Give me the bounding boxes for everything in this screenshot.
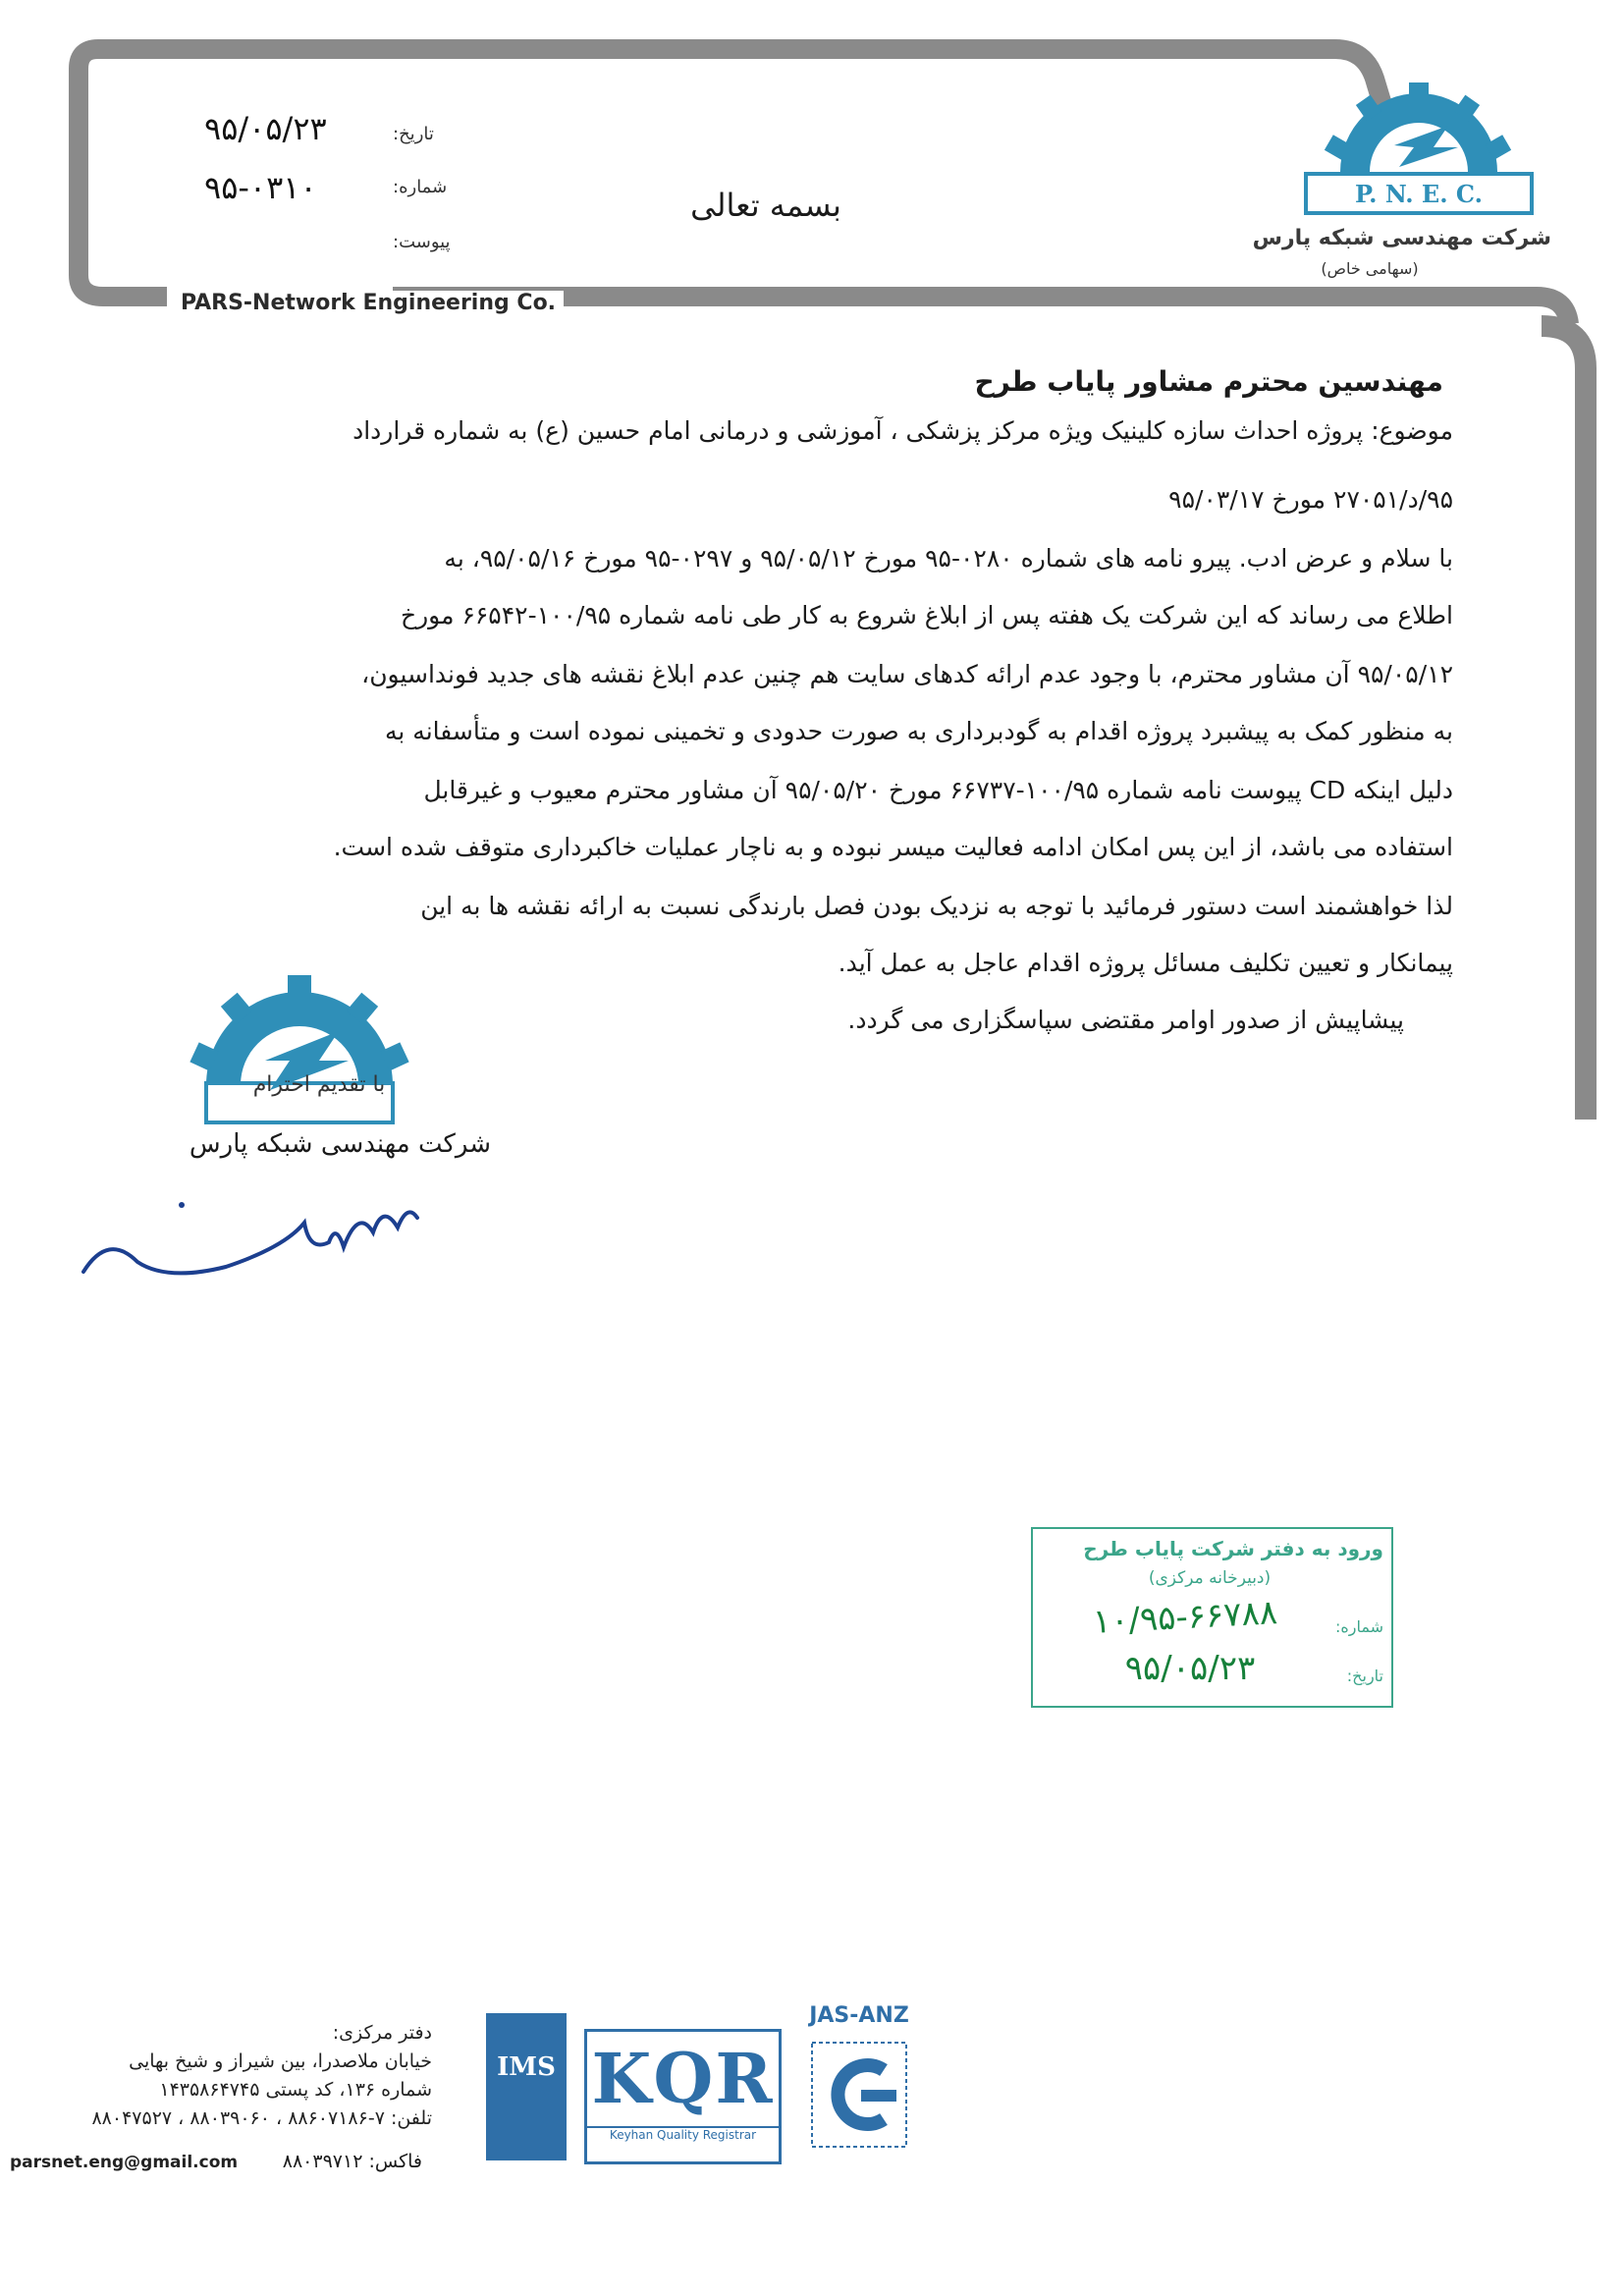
date-value: ۹۵/۰۵/۲۳: [204, 110, 327, 147]
basmala: بسمه تعالی: [690, 187, 841, 224]
company-name-en: PARS-Network Engineering Co.: [173, 291, 564, 315]
company-type: (سهامی خاص): [1321, 259, 1419, 278]
body-line: به منظور کمک به پیشبرد پروژه اقدام به گودبرداری به صورت حدودی و تخمینی نموده است و متأسفانه به: [385, 717, 1453, 745]
body-line: پیشاپیش از صدور اوامر مقتضی سپاسگزاری می گردد.: [847, 1006, 1404, 1034]
handwritten-signature-icon: [79, 1193, 491, 1286]
company-stamp-icon: [172, 967, 427, 1134]
receipt-number-value: ۱۰/۹۵-۶۶۷۸۸: [1092, 1593, 1278, 1642]
footer-email: parsnet.eng@gmail.com: [10, 2153, 239, 2172]
attachment-label: پیوست:: [393, 232, 451, 252]
ims-cert-icon: [486, 2013, 567, 2160]
kqr-cert-caption: Keyhan Quality Registrar: [587, 2126, 779, 2142]
footer-address-line: خیابان ملاصدرا، بین شیراز و شیخ بهایی: [129, 2050, 432, 2072]
subject-line-2: ۹۵/د/۲۷۰۵۱ مورخ ۹۵/۰۳/۱۷: [1168, 485, 1453, 514]
body-line: با سلام و عرض ادب. پیرو نامه های شماره ۰۲۸۰-۹۵ مورخ ۹۵/۰۵/۱۲ و ۰۲۹۷-۹۵ مورخ ۹۵/۰۵/۱۶، به: [444, 544, 1453, 573]
footer-office-label: دفتر مرکزی:: [332, 2022, 432, 2044]
addressee: مهندسین محترم مشاور پایاب طرح: [974, 365, 1443, 398]
subject-line: موضوع: پروژه احداث سازه کلینیک ویژه مرکز پزشکی ، آموزشی و درمانی امام حسین (ع) به شماره قرارداد: [352, 416, 1453, 445]
footer-fax: فاکس: ۸۸۰۳۹۷۱۲: [282, 2151, 422, 2172]
kqr-cert-text: KQR: [591, 2038, 775, 2119]
receipt-title: ورود به دفتر شرکت پایاب طرح: [1083, 1537, 1383, 1560]
body-line: ۹۵/۰۵/۱۲ آن مشاور محترم، با وجود عدم ارائه کدهای سایت هم چنین عدم ابلاغ نقشه های جدید فونداسیون،: [361, 660, 1453, 688]
signature-company: شرکت مهندسی شبکه پارس: [189, 1129, 491, 1159]
certification-logos: [481, 2003, 923, 2160]
receipt-number-label: شماره:: [1334, 1617, 1383, 1636]
closing-phrase: با تقدیم احترام: [252, 1072, 386, 1097]
kqr-cert-icon: [584, 2029, 782, 2164]
receipt-subtitle: (دبیرخانه مرکزی): [1148, 1568, 1272, 1588]
company-logo-icon: [1301, 69, 1537, 221]
number-value: ۹۵-۰۳۱۰: [204, 169, 317, 206]
date-label: تاریخ:: [393, 124, 434, 144]
footer-address-line: شماره ۱۳۶، کد پستی ۱۴۳۵۸۶۴۷۴۵: [159, 2079, 432, 2101]
body-line: استفاده می باشد، از این پس امکان ادامه فعالیت میسر نبوده و به ناچار عملیات خاکبرداری متوقف شده است.: [333, 833, 1453, 861]
receipt-date-label: تاریخ:: [1346, 1667, 1383, 1685]
footer-phone: تلفن: ۷-۸۸۶۰۷۱۸۶ ، ۸۸۰۳۹۰۶۰ ، ۸۸۰۴۷۵۲۷: [91, 2107, 432, 2129]
body-line: اطلاع می رساند که این شرکت یک هفته پس از ابلاغ شروع به کار طی نامه شماره ۱۰۰/۹۵-۶۶۵۴۲ مورخ: [400, 601, 1453, 629]
logo-text: P. N. E. C.: [1355, 180, 1483, 208]
ims-cert-text: IMS: [497, 2052, 556, 2082]
number-label: شماره:: [393, 177, 448, 197]
footer-address: [0, 2019, 432, 2133]
receipt-stamp: [1031, 1527, 1393, 1708]
jas-anz-cert-icon: [810, 2041, 908, 2149]
body-line: دلیل اینکه CD پیوست نامه شماره ۱۰۰/۹۵-۶۶۷۳۷ مورخ ۹۵/۰۵/۲۰ آن مشاور محترم معیوب و غیرقابل: [423, 776, 1453, 804]
body-line: لذا خواهشمند است دستور فرمائید با توجه به نزدیک بودن فصل بارندگی نسبت به ارائه نقشه ها به این: [420, 892, 1453, 920]
jas-anz-label: JAS-ANZ: [809, 2003, 909, 2028]
receipt-date-value: ۹۵/۰۵/۲۳: [1124, 1649, 1256, 1688]
company-name-fa: شرکت مهندسی شبکه پارس: [1252, 226, 1551, 250]
body-line: پیمانکار و تعیین تکلیف مسائل پروژه اقدام عاجل به عمل آید.: [838, 949, 1453, 977]
